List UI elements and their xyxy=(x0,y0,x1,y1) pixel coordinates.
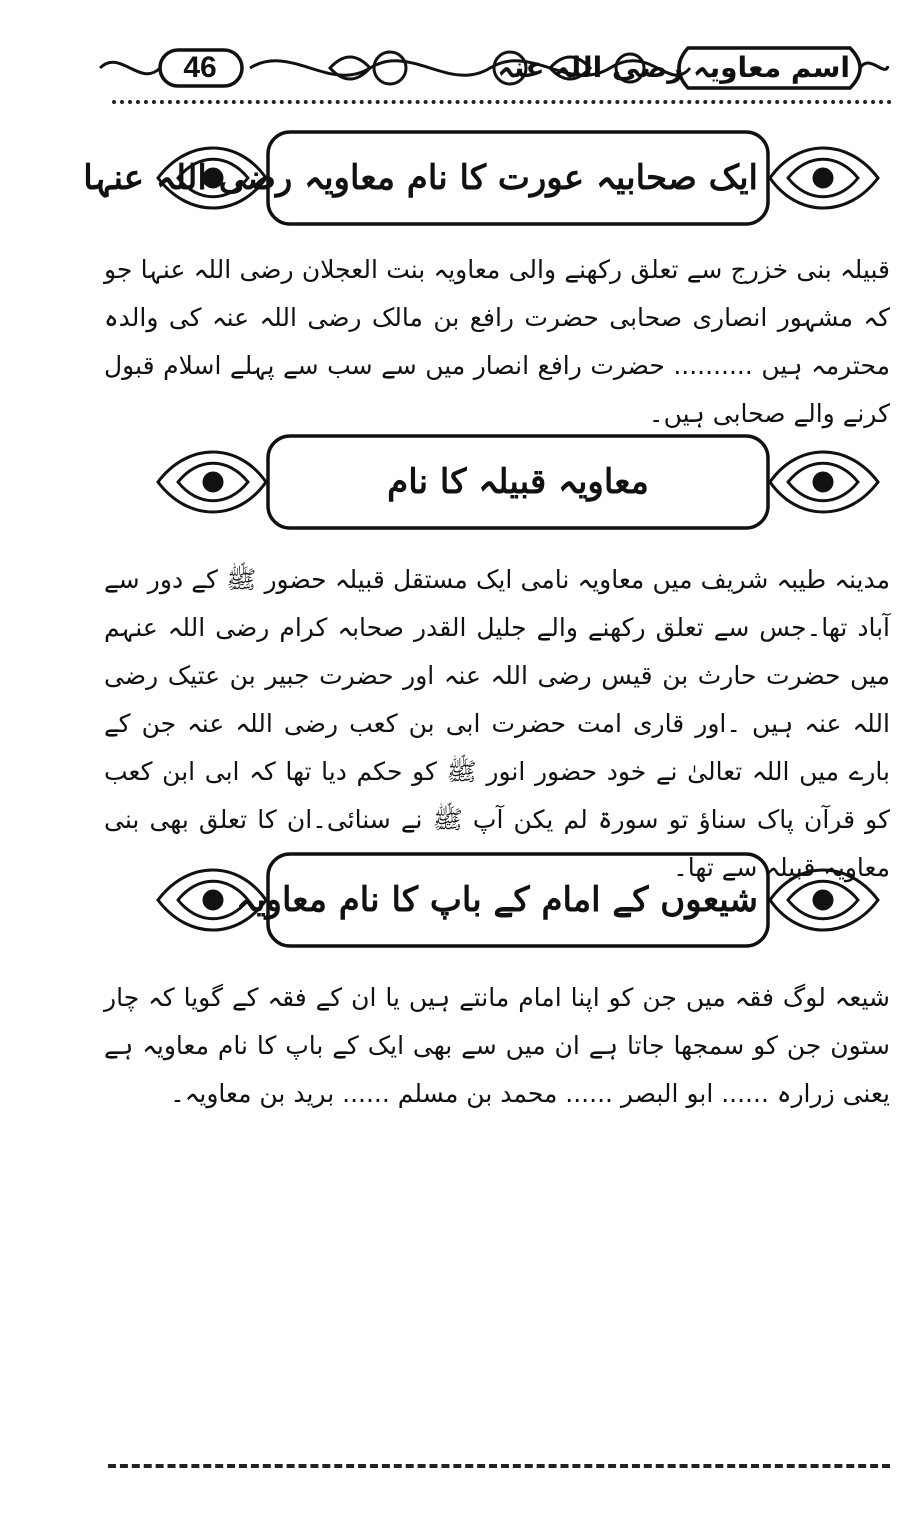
section-heading-frame xyxy=(83,128,888,228)
section-paragraph: مدینہ طیبہ شریف میں معاویہ نامی ایک مستقل قبیلہ حضور ﷺ کے دور سے آباد تھا۔جس سے تعلق رکھنے والے جلیل القدر صحابہ کرام رضی اللہ عنہم میں حضرت حارث بن قیس رضی اللہ عنہ اور حضرت جبیر بن عتیک رضی اللہ عنہ ہیں ۔اور قاری امت حضرت ابی بن کعب رضی اللہ عنہ جن کے بارے میں اللہ تعالیٰ نے خود حضور انور ﷺ کو حکم دیا تھا کہ ابی ابن کعب کو قرآن پاک سناؤ تو سورۃ لم یکن آپ ﷺ نے سنائی۔ان کا تعلق بھی بنی معاویہ قبیلہ سے تھا۔ xyxy=(104,565,890,882)
page-number: 46 xyxy=(183,51,217,84)
section-paragraph: شیعہ لوگ فقہ میں جن کو اپنا امام مانتے ہیں یا ان کے فقہ کے گویا کہ چار ستون جن کو سمجھا جاتا ہے ان میں سے بھی ایک کے باپ کا نام معاویہ ہے یعنی زرارہ ...... ابو البصر ...... محمد بن مسلم ...... برید بن معاویہ۔ xyxy=(104,983,890,1108)
page-header xyxy=(90,38,890,108)
section-heading: شیعوں کے امام کے باپ کا نام معاویہ xyxy=(236,880,758,920)
section-paragraph: قبیلہ بنی خزرج سے تعلق رکھنے والی معاویہ بنت العجلان رضی اللہ عنہا جو کہ مشہور انصاری صحابی حضرت رافع بن مالک رضی اللہ عنہ کی والدہ محترمہ ہیں .......... حضرت رافع انصار میں سے سب سے پہلے اسلام قبول کرنے والے صحابی ہیں۔ xyxy=(104,255,890,428)
section-heading-frame xyxy=(148,850,888,950)
header-divider xyxy=(112,100,892,104)
section-heading: معاویہ قبیلہ کا نام xyxy=(387,462,649,502)
section-heading-frame xyxy=(148,432,888,532)
book-title: اسم معاویہ رضی اللہ عنہ xyxy=(497,51,850,84)
footer-divider xyxy=(108,1464,890,1468)
section-heading: ایک صحابیہ عورت کا نام معاویہ رضی اللہ عنہا xyxy=(83,158,758,198)
